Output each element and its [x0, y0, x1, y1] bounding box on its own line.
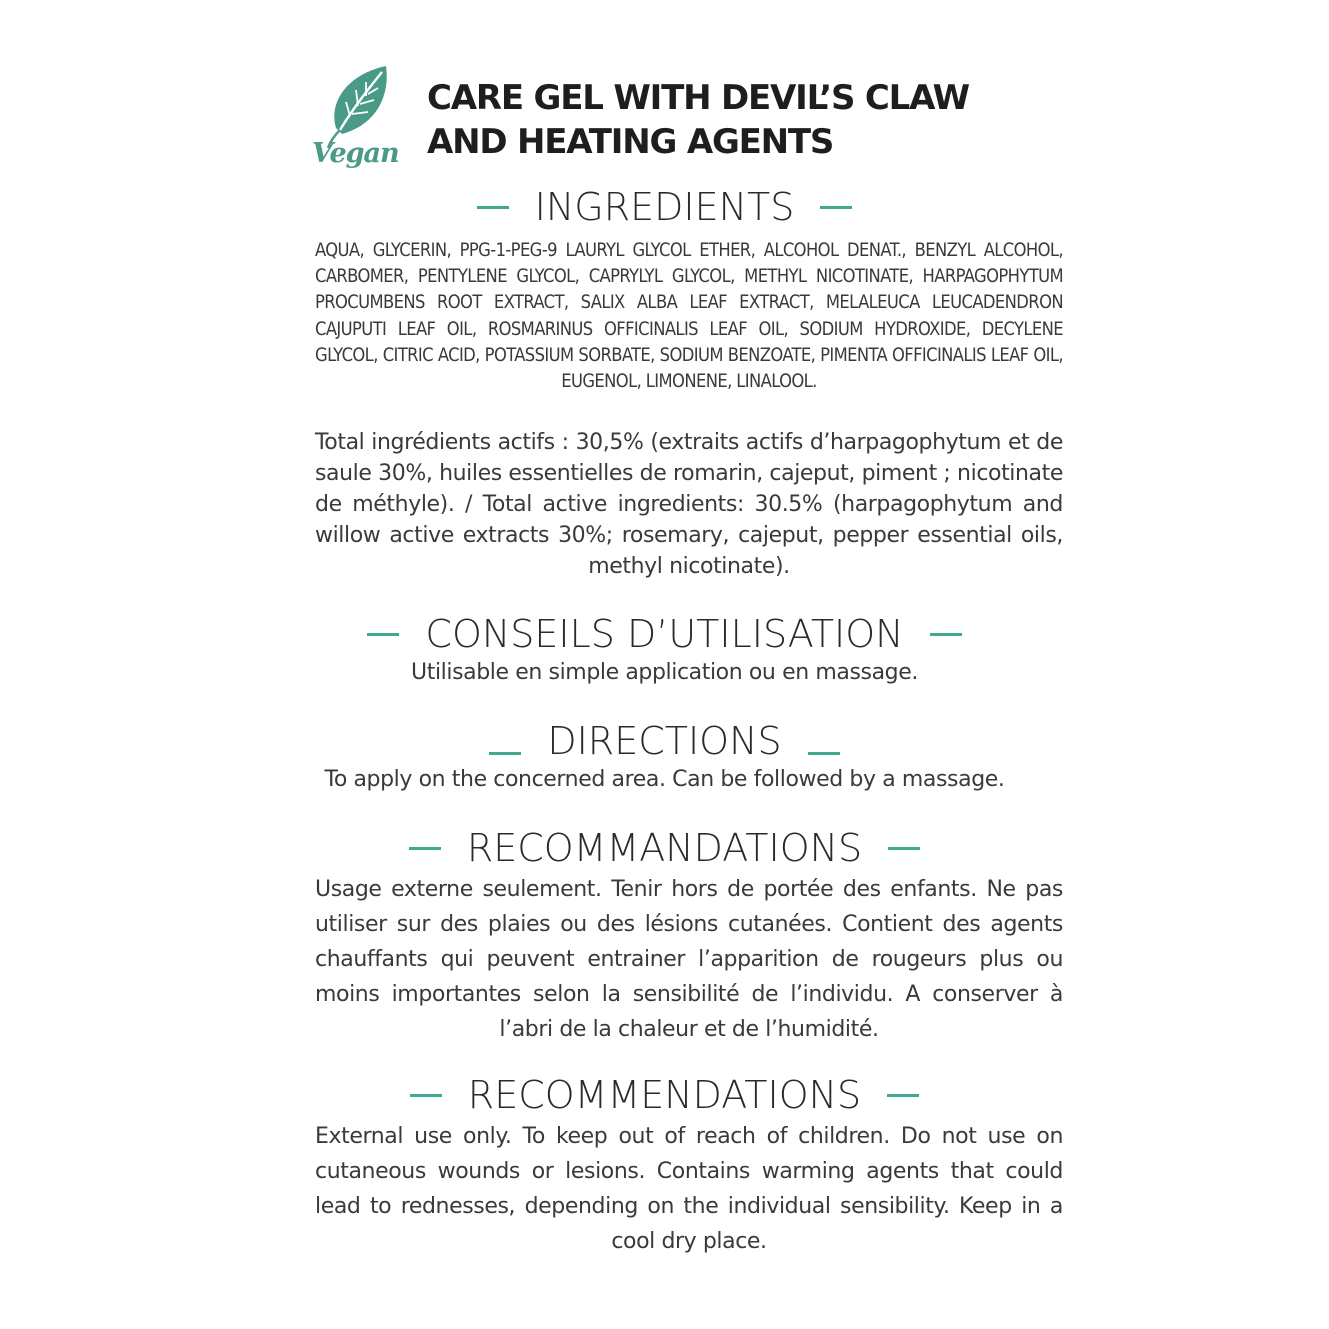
directions-heading [0, 719, 1329, 763]
heading-dash [367, 633, 399, 636]
ingredients-heading-text: INGREDIENTS [534, 185, 795, 229]
ingredients-heading [0, 185, 1329, 229]
heading-dash [887, 1094, 919, 1097]
title-line-1: CARE GEL WITH DEVIL’S CLAW [427, 78, 969, 118]
directions-heading-text: DIRECTIONS [547, 719, 782, 763]
active-ingredients-text: Total ingrédients actifs : 30,5% (extraits actifs d’harpagophytum et de saule 30%, huiles essentielles de romarin, cajeput, piment ; nicotinate de méthyle). / Total active ingredients: 30.5% (harpagophytum and willow active extracts 30%; rosemary, cajeput, pepper essential oils, methyl nicotinate). [315, 430, 1063, 579]
conseils-heading [0, 612, 1329, 656]
vegan-logo [312, 64, 404, 176]
ingredients-list: AQUA, GLYCERIN, PPG-1-PEG-9 LAURYL GLYCOL ETHER, ALCOHOL DENAT., BENZYL ALCOHOL, CARBOMER, PENTYLENE GLYCOL, CAPRYLYL GLYCOL, METHYL NICOTINATE, HARPAGOPHYTUM PROCUMBENS ROOT EXTRACT, SALIX ALBA LEAF EXTRACT, MELALEUCA LEUCADENDRON CAJUPUTI LEAF OIL, ROSMARINUS OFFICINALIS LEAF OIL, SODIUM HYDROXIDE, DECYLENE GLYCOL, CITRIC ACID, POTASSIUM SORBATE, SODIUM BENZOATE, PIMENTA OFFICINALIS LEAF OIL, EUGENOL, LIMONENE, LINALOOL. [315, 240, 1063, 393]
vegan-text: Vegan [312, 138, 399, 169]
conseils-heading-text: CONSEILS D’UTILISATION [425, 612, 904, 656]
directions-text: To apply on the concerned area. Can be followed by a massage. [324, 767, 1005, 792]
conseils-text: Utilisable en simple application ou en massage. [411, 660, 918, 685]
heading-dash [489, 752, 521, 755]
heading-dash [410, 1094, 442, 1097]
heading-dash [477, 206, 509, 209]
heading-dash [808, 752, 840, 755]
leaf-icon [328, 66, 387, 148]
recommendations-text: External use only. To keep out of reach of children. Do not use on cutaneous wounds or lesions. Contains warming agents that could lead to rednesses, depending on the individual sensibility. Keep in a cool dry place. [315, 1124, 1063, 1254]
recommandations-text: Usage externe seulement. Tenir hors de portée des enfants. Ne pas utiliser sur des plaies ou des lésions cutanées. Contient des agents chauffants qui peuvent entrainer l’apparition de rougeurs plus ou moins importantes selon la sensibilité de l’individu. A conserver à l’abri de la chaleur et de l’humidité. [315, 877, 1063, 1042]
recommendations-heading [0, 1073, 1329, 1117]
heading-dash [888, 847, 920, 850]
heading-dash [930, 633, 962, 636]
header [312, 62, 1012, 177]
recommandations-heading [0, 826, 1329, 870]
heading-dash [820, 206, 852, 209]
recommendations-heading-text: RECOMMENDATIONS [467, 1073, 862, 1117]
recommandations-heading-text: RECOMMANDATIONS [466, 826, 863, 870]
heading-dash [409, 847, 441, 850]
title-line-2: AND HEATING AGENTS [427, 122, 834, 162]
page-title [427, 76, 969, 164]
